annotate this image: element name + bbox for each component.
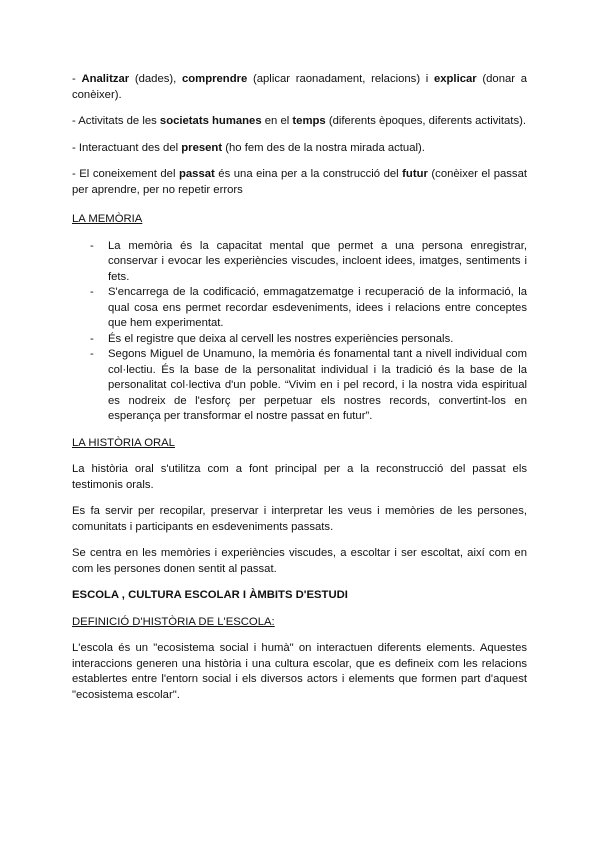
memoria-bullet-list bbox=[72, 239, 527, 425]
intro-item-present: - Interactuant des del present (ho fem des de la nostra mirada actual). bbox=[72, 141, 425, 154]
intro-item-analitzar: - Analitzar (dades), comprendre (aplicar raonadament, relacions) i explicar (donar a conèixer). bbox=[72, 73, 527, 101]
escola-paragraph: L'escola és un "ecosistema social i humà" on interactuen diferents elements. Aquestes interaccions generen una història i una cultura escolar, que es defineix com les relacions establertes entre l'entorn social i els diversos actors i elements que formen part d'aquest "ecosistema escolar". bbox=[72, 642, 527, 701]
intro-item-activitats: - Activitats de les societats humanes en el temps (diferents èpoques, diferents activitats). bbox=[72, 115, 526, 127]
memoria-bullet: - S'encarrega de la codificació, emmagatzematge i recuperació de la informació, la qual cosa ens permet recordar esdeveniments, idees i relacions entre conceptes que hem experimentat. bbox=[90, 286, 527, 329]
memoria-bullet: - Segons Miguel de Unamuno, la memòria és fonamental tant a nivell individual com col·lectiu. És la base de la personalitat individual i la tradició és la base de la personalitat col·lectiva d'un poble. “Vivim en i pel record, i la nostra vida espiritual es nodreix de l'esforç per perpetuar els nostres records, convertint-los en esperança per transformar el nostre passat en futur”. bbox=[90, 348, 527, 422]
escola-heading: ESCOLA , CULTURA ESCOLAR I ÀMBITS D'ESTUDI bbox=[72, 589, 348, 601]
historia-oral-paragraph: La història oral s'utilitza com a font principal per a la reconstrucció del passat els testimonis orals. bbox=[72, 463, 527, 491]
definicio-subheading: DEFINICIÓ D'HISTÒRIA DE L'ESCOLA: bbox=[72, 615, 275, 628]
bullet-dash: - bbox=[90, 239, 94, 252]
bullet-dash: - bbox=[90, 348, 94, 360]
historia-oral-heading: LA HISTÒRIA ORAL bbox=[72, 436, 175, 449]
memoria-bullet: - És el registre que deixa al cervell les nostres experiències personals. bbox=[72, 332, 527, 348]
historia-oral-paragraph: Se centra en les memòries i experiències viscudes, a escoltar i ser escoltat, així com en com les persones donen sentit al passat. bbox=[72, 547, 527, 575]
bullet-dash: - bbox=[90, 332, 94, 345]
bullet-dash: - bbox=[90, 286, 94, 298]
memoria-bullet: - La memòria és la capacitat mental que permet a una persona enregistrar, conservar i evocar les experiències viscudes, incloent idees, imatges, sentiments i fets. bbox=[90, 239, 527, 283]
document-page bbox=[72, 72, 527, 703]
memoria-heading: LA MEMÒRIA bbox=[72, 213, 143, 225]
intro-item-passat: - El coneixement del passat és una eina per a la construcció del futur (conèixer el passat per aprendre, per no repetir errors bbox=[72, 168, 527, 196]
historia-oral-paragraph: Es fa servir per recopilar, preservar i interpretar les veus i memòries de les persones, comunitats i participants en esdeveniments passats. bbox=[72, 505, 527, 533]
